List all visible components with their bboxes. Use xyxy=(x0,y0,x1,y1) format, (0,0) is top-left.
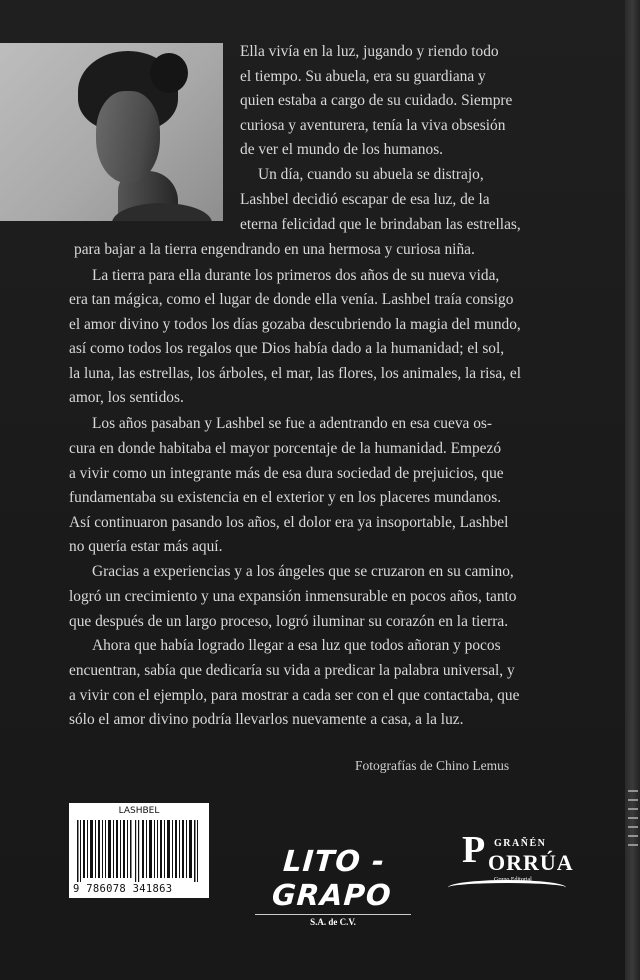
page-edge-marks xyxy=(628,790,638,850)
text-line: la luna, las estrellas, los árboles, el mar, las flores, los animales, la risa, el xyxy=(69,364,521,382)
lito-grapo-name: LITO - GRAPO xyxy=(270,844,393,912)
lito-grapo-sub: S.A. de C.V. xyxy=(310,917,356,927)
text-line: era tan mágica, como el lugar de donde ella venía. Lashbel traía consigo xyxy=(69,291,514,308)
barcode-title: LASHBEL xyxy=(118,806,160,816)
text-line: cura en donde habitaba el mayor porcentaje de la humanidad. Empezó xyxy=(69,440,502,457)
text-line: que después de un largo proceso, logró iluminar su corazón en la tierra. xyxy=(69,612,509,630)
text-line: eterna felicidad que le brindaban las estrellas, xyxy=(240,215,521,233)
photo-credit: Fotografías de Chino Lemus xyxy=(355,758,510,773)
text-line: La tierra para ella durante los primeros dos años de su nueva vida, xyxy=(92,267,500,284)
isbn-barcode xyxy=(69,803,209,898)
text-line: encuentran, sabía que dedicaría su vida a predicar la palabra universal, y xyxy=(69,662,515,679)
text-line: Así continuaron pasando los años, el dolor era ya insoportable, Lashbel xyxy=(69,513,509,531)
barcode-bars xyxy=(75,820,203,882)
lito-grapo-logo xyxy=(249,844,417,927)
text-line: a vivir como un integrante más de esa dura sociedad de prejuicios, que xyxy=(69,464,504,482)
logo-rule xyxy=(255,914,411,915)
text-line: a vivir con el ejemplo, para mostrar a cada ser con el que contactaba, que xyxy=(69,686,520,704)
text-line: Lashbel decidió escapar de esa luz, de la xyxy=(240,191,490,208)
paragraph-2c xyxy=(74,238,534,263)
text-line: Los años pasaban y Lashbel se fue a adentrando en esa cueva os- xyxy=(92,415,492,432)
paragraph-2a xyxy=(258,163,528,188)
porrua-top: GRAÑÉN xyxy=(494,838,547,849)
paragraph-6b xyxy=(69,659,529,733)
paragraph-6a xyxy=(92,634,532,659)
porrua-tag: Grupo Editorial xyxy=(494,877,532,883)
text-line: curiosa y aventurera, tenía la viva obsesión xyxy=(240,116,506,134)
text-line: Ella vivía en la luz, jugando y riendo todo xyxy=(240,43,499,60)
paragraph-1 xyxy=(240,40,520,163)
paragraph-4b xyxy=(69,437,529,560)
paragraph-3a xyxy=(92,264,532,289)
photo-hair-bun xyxy=(150,53,188,93)
porrua-name: ORRÚA xyxy=(488,850,574,875)
porrua-initial: P xyxy=(462,829,486,871)
isbn-number: 9 786078 341863 xyxy=(73,883,173,895)
text-line: logró un crecimiento y una expansión inmensurable en pocos años, tanto xyxy=(69,588,517,605)
text-line: amor, los sentidos. xyxy=(69,389,184,407)
text-line: para bajar a la tierra engendrando en una hermosa y curiosa niña. xyxy=(74,241,475,258)
text-line: así como todos los regalos que Dios había dado a la humanidad; el sol, xyxy=(69,340,505,358)
paragraph-3b xyxy=(69,288,529,411)
text-line: fundamentaba su existencia en el exterior y en los placeres mundanos. xyxy=(69,489,502,507)
text-line: no quería estar más aquí. xyxy=(69,538,223,556)
text-line: Un día, cuando su abuela se distrajo, xyxy=(258,166,484,183)
porrua-logo xyxy=(448,829,574,898)
photo-face xyxy=(96,91,160,183)
text-line: Gracias a experiencias y a los ángeles que se cruzaron en su camino, xyxy=(92,563,514,580)
author-photo xyxy=(0,43,223,221)
book-page-edges xyxy=(625,0,640,980)
text-line: el amor divino y todos los días gozaba descubriendo la magia del mundo, xyxy=(69,315,521,333)
paragraph-5a xyxy=(92,560,532,585)
text-line: quien estaba a cargo de su cuidado. Siempre xyxy=(240,92,513,110)
paragraph-2b xyxy=(240,188,530,237)
paragraph-5b xyxy=(69,585,529,634)
paragraph-4a xyxy=(92,412,532,437)
text-line: Ahora que había logrado llegar a esa luz que todos añoran y pocos xyxy=(92,637,501,654)
text-line: el tiempo. Su abuela, era su guardiana y xyxy=(240,67,486,85)
text-line: de ver el mundo de los humanos. xyxy=(240,141,444,159)
text-line: sólo el amor divino podría llevarlos nuevamente a casa, a la luz. xyxy=(69,711,464,729)
